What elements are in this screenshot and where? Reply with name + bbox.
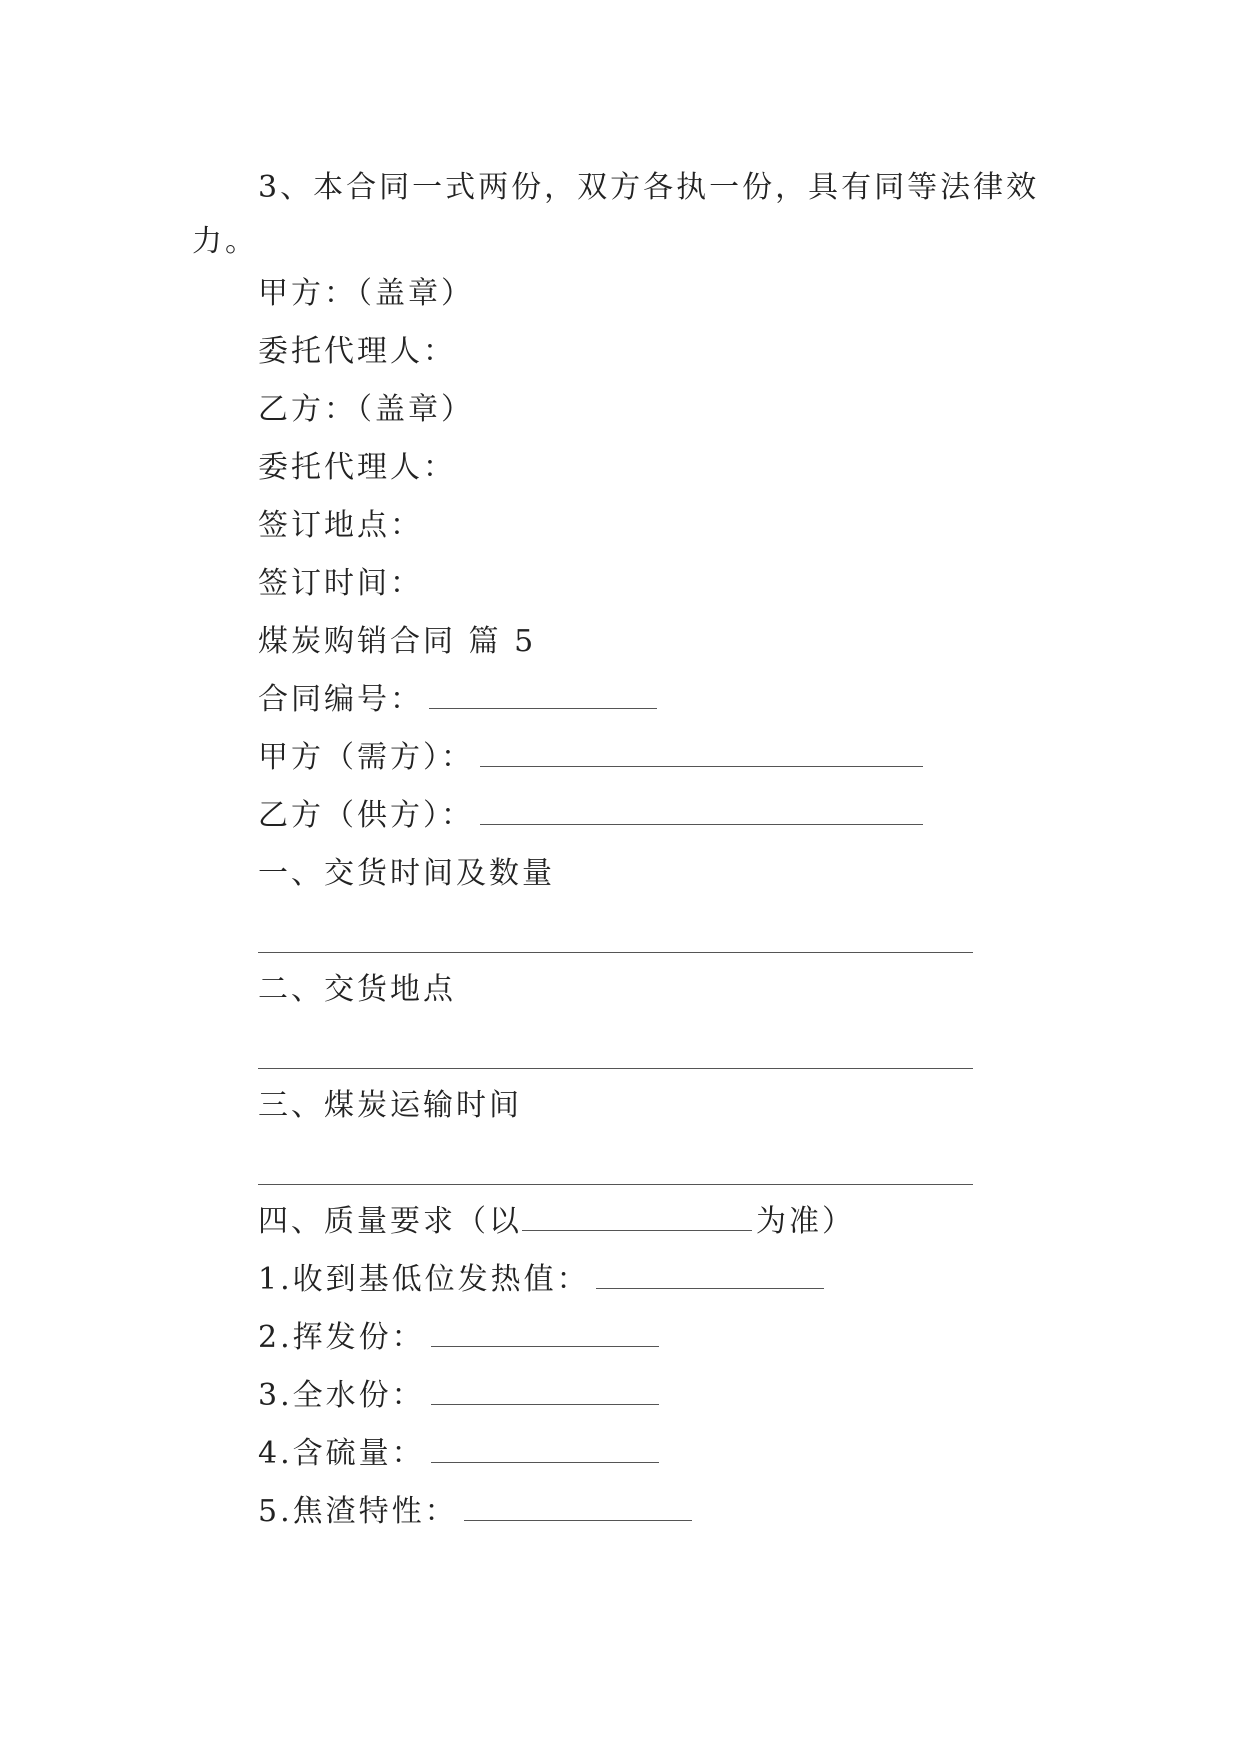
signing-time: 签订时间：: [258, 566, 423, 601]
contract-number-blank: [429, 684, 657, 709]
seller-row: [258, 796, 923, 836]
clause-3-line-1: 3、本合同一式两份，双方各执一份，具有同等法律效: [258, 170, 1040, 205]
quality-2-blank: [431, 1322, 659, 1347]
item-2-title: 二、交货地点: [258, 972, 456, 1007]
item-4-blank: [522, 1206, 752, 1231]
item-4-prefix: 四、质量要求（以: [258, 1204, 522, 1239]
contract-number-label: 合同编号：: [258, 682, 423, 717]
quality-1-row: [258, 1260, 824, 1300]
quality-3-blank: [431, 1380, 659, 1405]
item-3-title: 三、煤炭运输时间: [258, 1088, 522, 1123]
party-a-seal: 甲方：（盖章）: [258, 276, 474, 311]
party-b-seal: 乙方：（盖章）: [258, 392, 474, 427]
quality-2-label: 2.挥发份：: [258, 1320, 425, 1355]
item-1-blank-rule: [258, 952, 973, 953]
quality-4-label: 4.含硫量：: [258, 1436, 425, 1471]
item-4-suffix: 为准）: [756, 1204, 855, 1239]
buyer-row: [258, 738, 923, 778]
quality-3-row: [258, 1376, 659, 1416]
seller-label: 乙方（供方）：: [258, 798, 474, 833]
contract-number-row: [258, 680, 657, 720]
quality-2-row: [258, 1318, 659, 1358]
party-a-agent: 委托代理人：: [258, 334, 456, 369]
item-3-blank-rule: [258, 1184, 973, 1185]
quality-5-label: 5.焦渣特性：: [258, 1494, 458, 1529]
clause-3-line-2: 力。: [192, 224, 258, 259]
section-title: 煤炭购销合同 篇 5: [258, 624, 537, 659]
quality-5-blank: [464, 1496, 692, 1521]
buyer-label: 甲方（需方）：: [258, 740, 474, 775]
item-1-title: 一、交货时间及数量: [258, 856, 555, 891]
party-b-agent: 委托代理人：: [258, 450, 456, 485]
quality-1-blank: [596, 1264, 824, 1289]
seller-blank: [480, 800, 923, 825]
item-4-row: [258, 1202, 855, 1242]
signing-place: 签订地点：: [258, 508, 423, 543]
buyer-blank: [480, 742, 923, 767]
quality-3-label: 3.全水份：: [258, 1378, 425, 1413]
quality-1-label: 1.收到基低位发热值：: [258, 1262, 590, 1297]
quality-5-row: [258, 1492, 692, 1532]
item-2-blank-rule: [258, 1068, 973, 1069]
quality-4-row: [258, 1434, 659, 1474]
quality-4-blank: [431, 1438, 659, 1463]
